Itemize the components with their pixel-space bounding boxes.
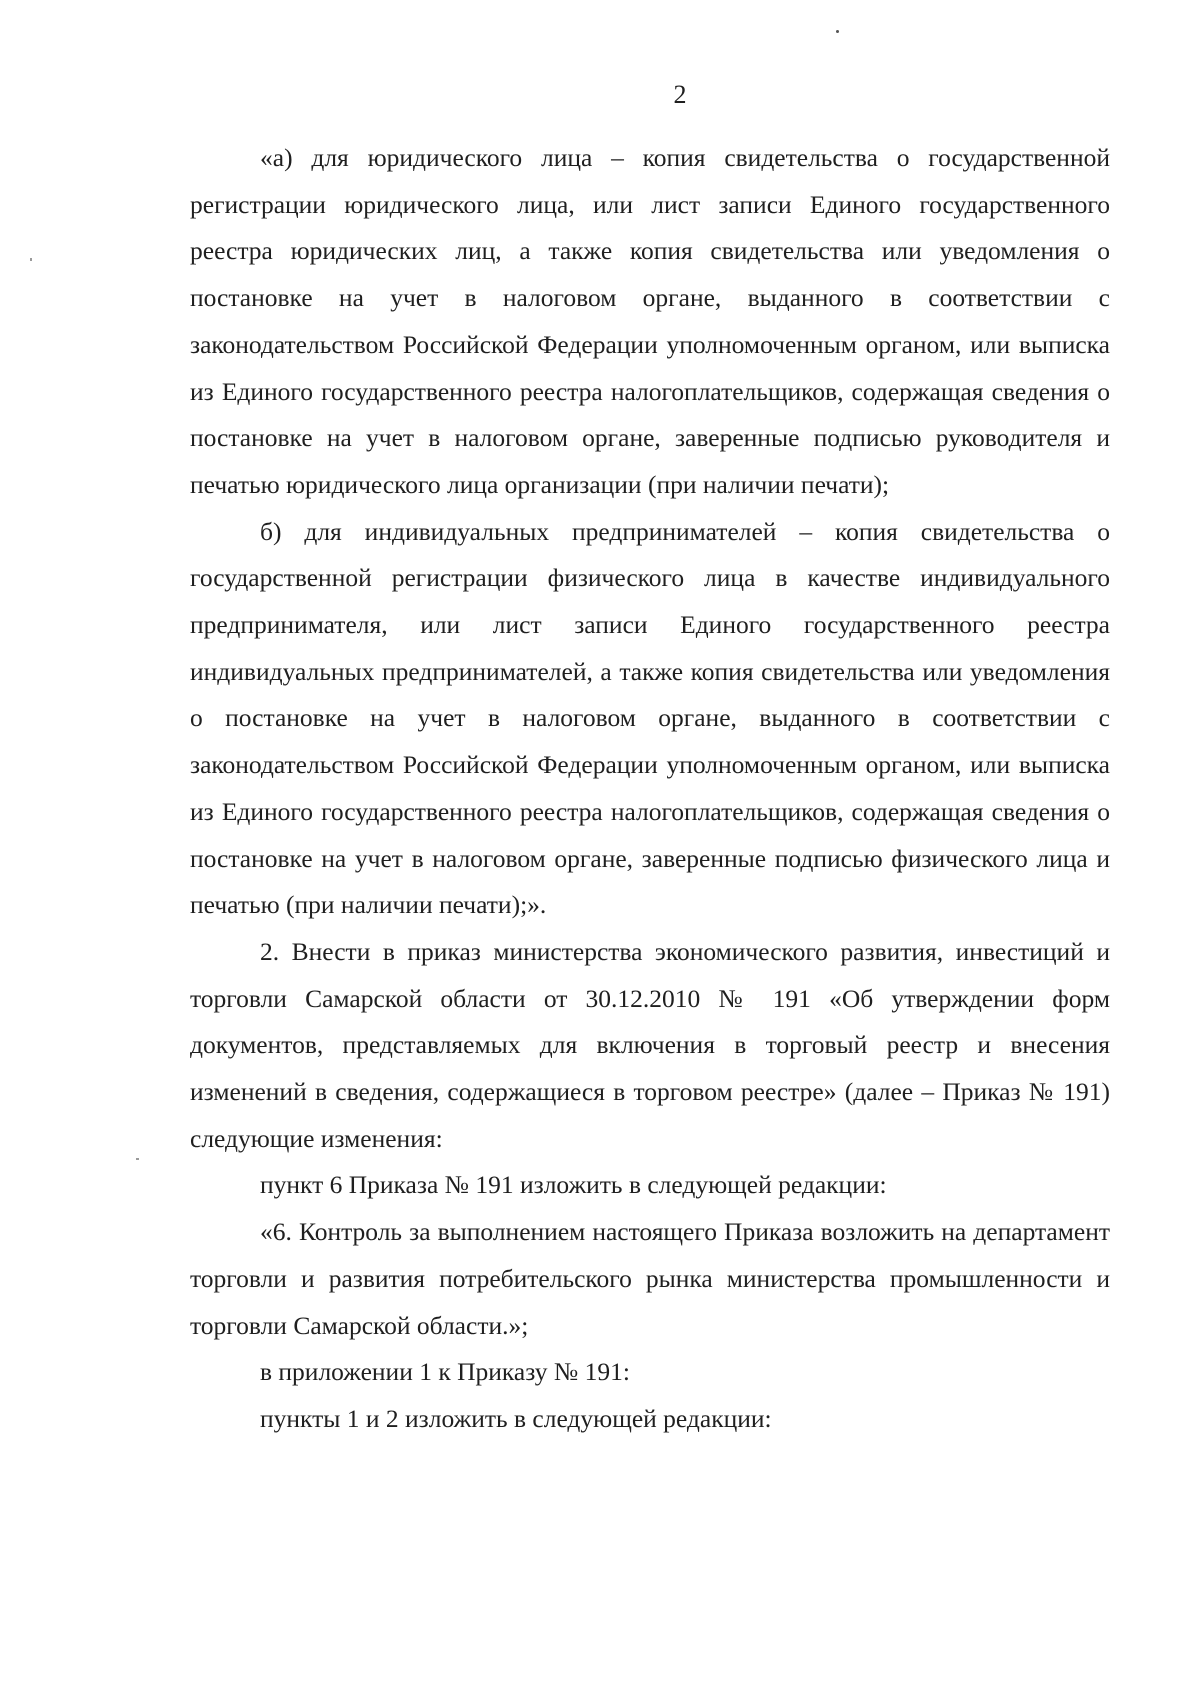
paragraph-amend-order: 2. Внести в приказ министерства экономического развития, инвестиций и торговли Самарской области от 30.12.2010 № 191 «Об утверждении форм документов, представляемых для включения в торговый реестр и внесения изменений в сведения, содержащиеся в торговом реестре» (далее – Приказ № 191) следующие изменения: bbox=[190, 936, 1110, 1153]
document-body bbox=[190, 135, 1110, 1443]
scan-margin-mark bbox=[30, 258, 32, 261]
paragraph-point-6-text: «6. Контроль за выполнением настоящего Приказа возложить на департамент торговли и развития потребительского рынка министерства промышленности и торговли Самарской области.»; bbox=[190, 1217, 1110, 1340]
paragraph-point-6-instruction: пункт 6 Приказа № 191 изложить в следующей редакции: bbox=[260, 1170, 887, 1200]
paragraph-points-1-2: пункты 1 и 2 изложить в следующей редакции: bbox=[260, 1403, 772, 1433]
scan-speck bbox=[836, 30, 839, 33]
page-number: 2 bbox=[673, 80, 687, 109]
scan-margin-mark bbox=[136, 1158, 139, 1160]
paragraph-appendix-1: в приложении 1 к Приказу № 191: bbox=[260, 1357, 630, 1387]
paragraph-legal-entity: «а) для юридического лица – копия свидетельства о государственной регистрации юридического лица, или лист записи Единого государственного реестра юридических лиц, а также копия свидетельства или уведомления о постановке на учет в налоговом органе, выданного в соответствии с законодательством Российской Федерации уполномоченным органом, или выписка из Единого государственного реестра налогоплательщиков, содержащая сведения о постановке на учет в налоговом органе, заверенные подписью руководителя и печатью юридического лица организации (при наличии печати); bbox=[190, 143, 1110, 499]
paragraph-individual-entrepreneur: б) для индивидуальных предпринимателей – копия свидетельства о государственной регистрации физического лица в качестве индивидуального предпринимателя, или лист записи Единого государственного реестра индивидуальных предпринимателей, а также копия свидетельства или уведомления о постановке на учет в налоговом органе, выданного в соответствии с законодательством Российской Федерации уполномоченным органом, или выписка из Единого государственного реестра налогоплательщиков, содержащая сведения о постановке на учет в налоговом органе, заверенные подписью физического лица и печатью (при наличии печати);». bbox=[190, 516, 1110, 920]
